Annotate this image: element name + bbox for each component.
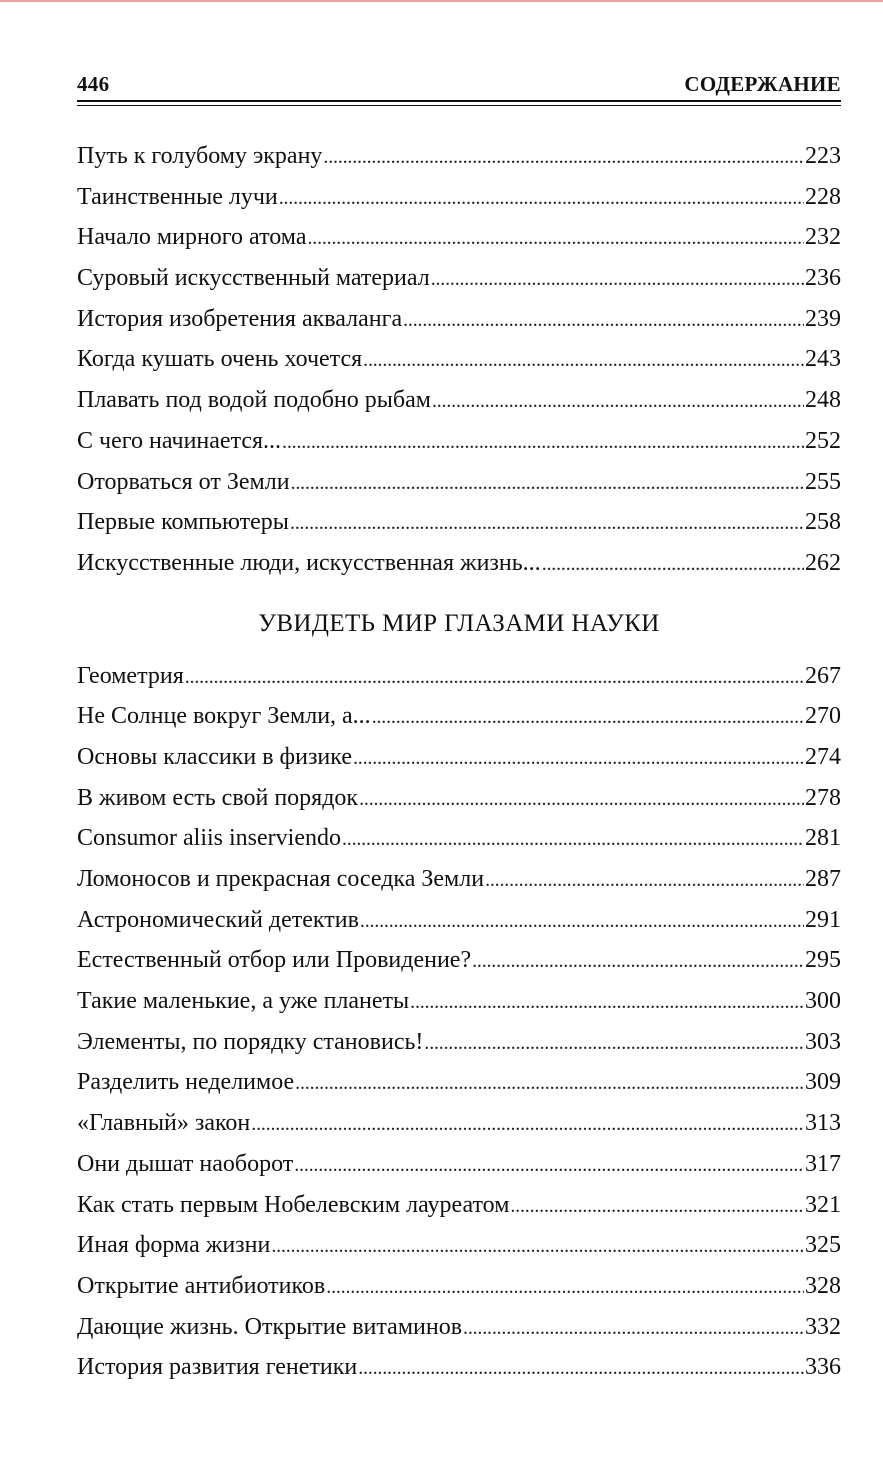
book-page	[77, 70, 841, 1388]
toc-entry-page: 281	[805, 825, 841, 852]
toc-entry-title: Когда кушать очень хочется	[77, 346, 363, 373]
toc-entry	[77, 543, 841, 584]
toc-list-part1	[77, 136, 841, 584]
toc-entry	[77, 380, 841, 421]
toc-leader	[432, 380, 804, 421]
toc-entry	[77, 859, 841, 900]
toc-entry-page: 236	[805, 265, 841, 292]
toc-entry-title: Такие маленькие, а уже планеты	[77, 988, 410, 1015]
toc-entry-page: 278	[805, 784, 841, 811]
toc-leader	[403, 299, 804, 340]
toc-entry-title: Как стать первым Нобелевским лауреатом	[77, 1191, 510, 1218]
toc-entry	[77, 421, 841, 462]
toc-entry	[77, 818, 841, 859]
toc-entry	[77, 1347, 841, 1388]
toc-leader	[360, 900, 804, 941]
toc-leader	[295, 1062, 804, 1103]
header-rule-thin	[77, 105, 841, 106]
toc-entry	[77, 1144, 841, 1185]
toc-entry	[77, 1266, 841, 1307]
toc-entry-page: 267	[805, 662, 841, 689]
toc-leader	[307, 217, 804, 258]
toc-entry-page: 239	[805, 305, 841, 332]
toc-leader	[472, 940, 804, 981]
toc-entry-title: Они дышат наоборот	[77, 1150, 294, 1177]
toc-entry-title: Геометрия	[77, 662, 184, 689]
toc-entry-page: 332	[805, 1313, 841, 1340]
toc-entry-page: 321	[805, 1191, 841, 1218]
toc-entry-title: Consumor aliis inserviendo	[77, 825, 341, 852]
toc-entry-page: 232	[805, 224, 841, 251]
toc-entry-page: 300	[805, 988, 841, 1015]
toc-leader	[542, 543, 804, 584]
toc-leader	[294, 1144, 804, 1185]
toc-entry	[77, 737, 841, 778]
toc-entry-page: 313	[805, 1110, 841, 1137]
toc-entry-title: Разделить неделимое	[77, 1069, 295, 1096]
toc-leader	[372, 696, 804, 737]
toc-leader	[282, 421, 804, 462]
toc-entry-page: 228	[805, 183, 841, 210]
toc-entry-title: Ломоносов и прекрасная соседка Земли	[77, 866, 485, 892]
toc-entry-page: 328	[805, 1272, 841, 1299]
toc-entry-page: 243	[805, 346, 841, 373]
toc-entry-page: 274	[805, 743, 841, 770]
toc-entry-page: 291	[805, 906, 841, 933]
toc-entry-page: 303	[805, 1028, 841, 1055]
toc-leader	[290, 502, 804, 543]
toc-entry	[77, 1022, 841, 1063]
toc-leader	[185, 656, 804, 697]
toc-leader	[323, 136, 804, 177]
toc-entry	[77, 299, 841, 340]
toc-entry-title: С чего начинается...	[77, 427, 282, 454]
toc-entry-title: Суровый искусственный материал	[77, 265, 430, 292]
toc-entry-title: «Главный» закон	[77, 1110, 251, 1137]
toc-entry	[77, 462, 841, 503]
toc-list-part2	[77, 656, 841, 1388]
toc-entry	[77, 900, 841, 941]
toc-entry-page: 255	[805, 468, 841, 495]
toc-entry-title: Оторваться от Земли	[77, 468, 290, 495]
top-edge-line	[0, 0, 883, 2]
toc-entry-page: 258	[805, 509, 841, 536]
toc-leader	[510, 1185, 804, 1226]
toc-entry	[77, 696, 841, 737]
toc-entry-page: 223	[805, 143, 841, 169]
toc-entry-title: Путь к голубому экрану	[77, 143, 323, 169]
toc-entry	[77, 1225, 841, 1266]
section-heading: УВИДЕТЬ МИР ГЛАЗАМИ НАУКИ	[258, 609, 660, 637]
toc-entry-page: 248	[805, 387, 841, 414]
toc-leader	[326, 1266, 804, 1307]
header-rule-thick	[77, 100, 841, 102]
toc-leader	[279, 177, 804, 218]
running-title: СОДЕРЖАНИЕ	[684, 72, 841, 96]
toc-entry-title: Астрономический детектив	[77, 906, 359, 933]
toc-entry-title: Первые компьютеры	[77, 509, 289, 536]
toc-entry-page: 270	[805, 703, 841, 730]
toc-entry-page: 325	[805, 1232, 841, 1259]
toc-entry-title: Искусственные люди, искусственная жизнь...	[77, 549, 541, 576]
toc-entry-title: Элементы, по порядку становись!	[77, 1028, 424, 1055]
toc-entry-page: 262	[805, 549, 841, 576]
toc-entry-page: 336	[805, 1354, 841, 1381]
toc-leader	[359, 778, 804, 819]
toc-entry-page: 317	[805, 1150, 841, 1177]
toc-entry-title: Начало мирного атома	[77, 224, 307, 251]
toc-leader	[410, 981, 804, 1022]
toc-entry-page: 309	[805, 1069, 841, 1096]
page-number: 446	[77, 72, 110, 96]
toc-entry-title: Дающие жизнь. Открытие витаминов	[77, 1313, 463, 1340]
toc-leader	[358, 1347, 804, 1388]
toc-entry-title: Таинственные лучи	[77, 183, 278, 210]
toc-entry	[77, 177, 841, 218]
toc-leader	[485, 859, 804, 900]
toc-entry-title: Иная форма жизни	[77, 1232, 271, 1259]
toc-entry-title: История развития генетики	[77, 1354, 358, 1381]
toc-leader	[251, 1103, 804, 1144]
toc-leader	[353, 737, 804, 778]
running-head	[77, 70, 841, 100]
toc-leader	[342, 818, 804, 859]
toc-entry	[77, 136, 841, 177]
toc-entry-title: Не Солнце вокруг Земли, а...	[77, 703, 371, 730]
toc-entry	[77, 940, 841, 981]
toc-leader	[363, 339, 804, 380]
toc-entry	[77, 778, 841, 819]
toc-entry	[77, 656, 841, 697]
toc-leader	[271, 1225, 804, 1266]
toc-leader	[291, 462, 804, 503]
toc-entry-page: 287	[805, 866, 841, 892]
toc-entry	[77, 217, 841, 258]
toc-entry	[77, 1062, 841, 1103]
toc-entry-title: В живом есть свой порядок	[77, 784, 359, 811]
toc-entry-title: История изобретения акваланга	[77, 305, 403, 332]
toc-entry-title: Плавать под водой подобно рыбам	[77, 387, 431, 414]
toc-entry-title: Основы классики в физике	[77, 743, 352, 770]
toc-entry-page: 295	[805, 947, 841, 974]
toc-entry-title: Открытие антибиотиков	[77, 1272, 326, 1299]
toc-entry	[77, 1307, 841, 1348]
toc-entry	[77, 339, 841, 380]
toc-leader	[431, 258, 804, 299]
toc-entry	[77, 981, 841, 1022]
toc-entry-page: 252	[805, 427, 841, 454]
toc-entry-title: Естественный отбор или Провидение?	[77, 947, 472, 974]
toc-entry	[77, 1103, 841, 1144]
toc-entry	[77, 1185, 841, 1226]
toc-entry	[77, 258, 841, 299]
toc-leader	[424, 1022, 804, 1063]
toc-entry	[77, 502, 841, 543]
toc-leader	[463, 1307, 804, 1348]
